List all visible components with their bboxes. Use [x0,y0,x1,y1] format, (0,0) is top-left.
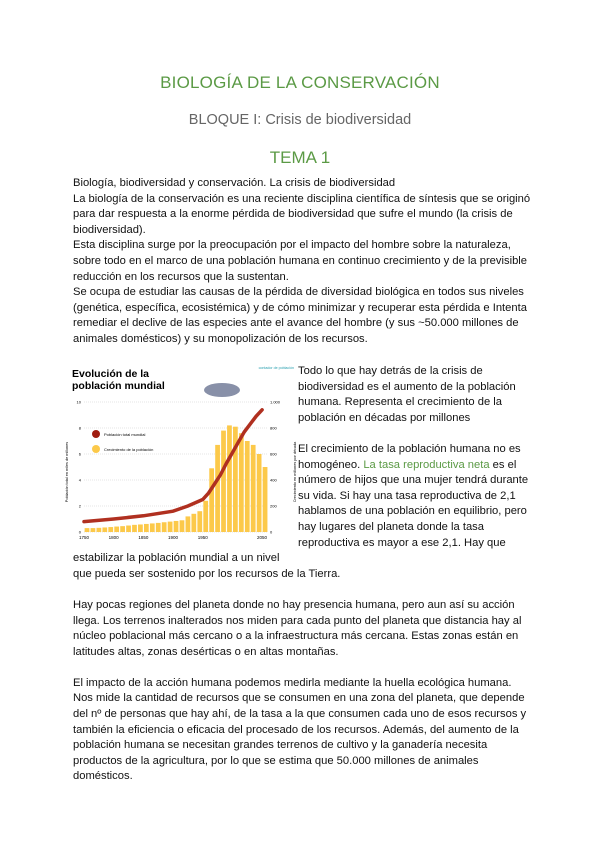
x-tick: 1850 [138,535,149,540]
x-tick: 1900 [168,535,179,540]
growth-bar [108,527,113,532]
growth-bar [138,524,143,532]
y-tick-right: 400 [270,477,277,483]
growth-bar [251,445,256,532]
growth-bar [85,528,90,532]
growth-bar [209,468,214,532]
growth-bar [168,522,173,532]
text-span: El crecimiento de la población humana no es homogéneo. [298,442,521,471]
growth-bar [186,516,191,532]
growth-bar [191,514,196,532]
y-tick-right: 200 [270,503,277,509]
growth-bar [257,454,262,532]
intro-paragraph: La biología de la conservación es una reciente disciplina científica de síntesis que se originó para dar respuesta a la enorme pérdida de biodiversidad que sufre el mundo (la crisis de biodiversidad). [73,192,531,236]
growth-bar [180,520,185,532]
paragraph: Hay pocas regiones del planeta donde no hay presencia humana, pero aun así su acción llega. Los terrenos inalterados nos miden para cada punto del planeta que distancia hay al núcleo poblacional más cercano o a la infraestructura más cercana. Estas zonas están en latitudes altas, zonas desérticas o en altas montañas. [73,598,522,658]
growth-bar [96,528,101,532]
x-tick: 1950 [197,535,208,540]
y-axis-right-label: Crecimiento en millones por década [293,441,297,503]
intro-text [73,176,533,348]
growth-bar [263,467,268,532]
legend-swatch-population [92,430,100,438]
text-span: es el número de hijos que una mujer tendrá durante su vida. Si hay una tasa reproductiva de 2,1 hablamos de una población en equilibrio, pero hay lugares del planeta donde la tasa reproductiva es mayor a ese 2,1. Hay que estabilizar la población mundial a un nivel [73,458,529,565]
y-tick-left: 6 [78,451,81,457]
x-tick: 2050 [257,535,268,540]
population-chart [62,362,298,544]
growth-bar [144,524,149,532]
paragraph: El impacto de la acción humana podemos medirla mediante la huella ecológica humana. Nos mide la cantidad de recursos que se consumen en una zona del planeta, que depende del nº de personas que hay ahí, de la tasa a la que consumen cada uno de esos recursos y también la eficiencia o eficacia del procesado de los recursos. Además, del aumento de la población humana se necesitan grandes terrenos de cultivo y la ganadería necesita productos de la agricultura, por lo que se estima que 50.000 millones de animales domésticos. [73,676,527,783]
chart-title-line2: población mundial [72,380,165,392]
growth-bar [239,433,244,532]
growth-bar [91,528,96,532]
y-tick-left: 2 [78,503,81,509]
growth-bar [197,511,202,532]
legend-growth: Crecimiento de la población [104,447,154,452]
intro-paragraph: Se ocupa de estudiar las causas de la pérdida de diversidad biológica en todos sus niveles (genética, específica, ecosistémica) y de cómo minimizar y recuperar esta pérdida e Intenta remediar el declive de las especies ante el avance del hombre (y sus ~50.000 millones de animales domésticos) y su monopolización de los recursos. [73,286,527,345]
y-tick-right: 800 [270,425,277,431]
side-paragraph: Todo lo que hay detrás de la crisis de biodiversidad es el aumento de la población humana. Representa el crecimiento de la población en décadas por millones [298,365,516,424]
y-tick-left: 8 [78,425,81,431]
x-tick: 1800 [108,535,119,540]
y-tick-left: 4 [78,477,81,483]
growth-bar [132,525,137,532]
intro-paragraph: Esta disciplina surge por la preocupación por el impacto del hombre sobre la naturaleza, sobre todo en el marco de una población humana en continuo crecimiento y de la previsible reducción en los recursos que la sustentan. [73,239,527,283]
y-tick-left: 0 [78,529,81,535]
growth-bar [102,527,107,532]
chart-legend [92,430,153,453]
growth-bar [203,501,208,532]
document-subtitle: BLOQUE I: Crisis de biodiversidad [188,112,412,128]
highlight-term: La tasa reproductiva neta [363,458,490,471]
growth-bar [120,526,125,532]
paragraph-continuation: que pueda ser sostenido por los recursos de la Tierra. [73,567,341,580]
growth-bar [126,526,131,533]
x-tick: 1750 [78,535,90,540]
growth-bar [174,521,179,532]
y-tick-right: 0 [270,529,273,535]
growth-bar [227,425,232,532]
section-heading: TEMA 1 [269,148,331,167]
crowd-image [204,383,240,397]
growth-bar [114,527,119,532]
y-tick-right: 600 [270,451,277,457]
growth-bar [150,523,155,532]
legend-swatch-growth [92,445,100,453]
content-flow [65,364,533,785]
growth-bar [245,441,250,532]
chart-title-line1: Evolución de la [72,368,150,380]
chart-corner-label: contador de población [258,366,294,370]
document-title: BIOLOGÍA DE LA CONSERVACIÓN [160,73,440,92]
y-tick-left: 10 [76,399,81,405]
growth-bar [221,431,226,532]
y-axis-left-label: Población total en miles de millones [65,441,69,503]
intro-heading: Biología, biodiversidad y conservación. La crisis de biodiversidad [73,177,396,189]
growth-bar [215,445,220,532]
growth-bar [162,522,167,532]
y-tick-right: 1.000 [270,399,281,405]
legend-population: Población total mundial [104,432,146,437]
growth-bar [156,523,161,532]
